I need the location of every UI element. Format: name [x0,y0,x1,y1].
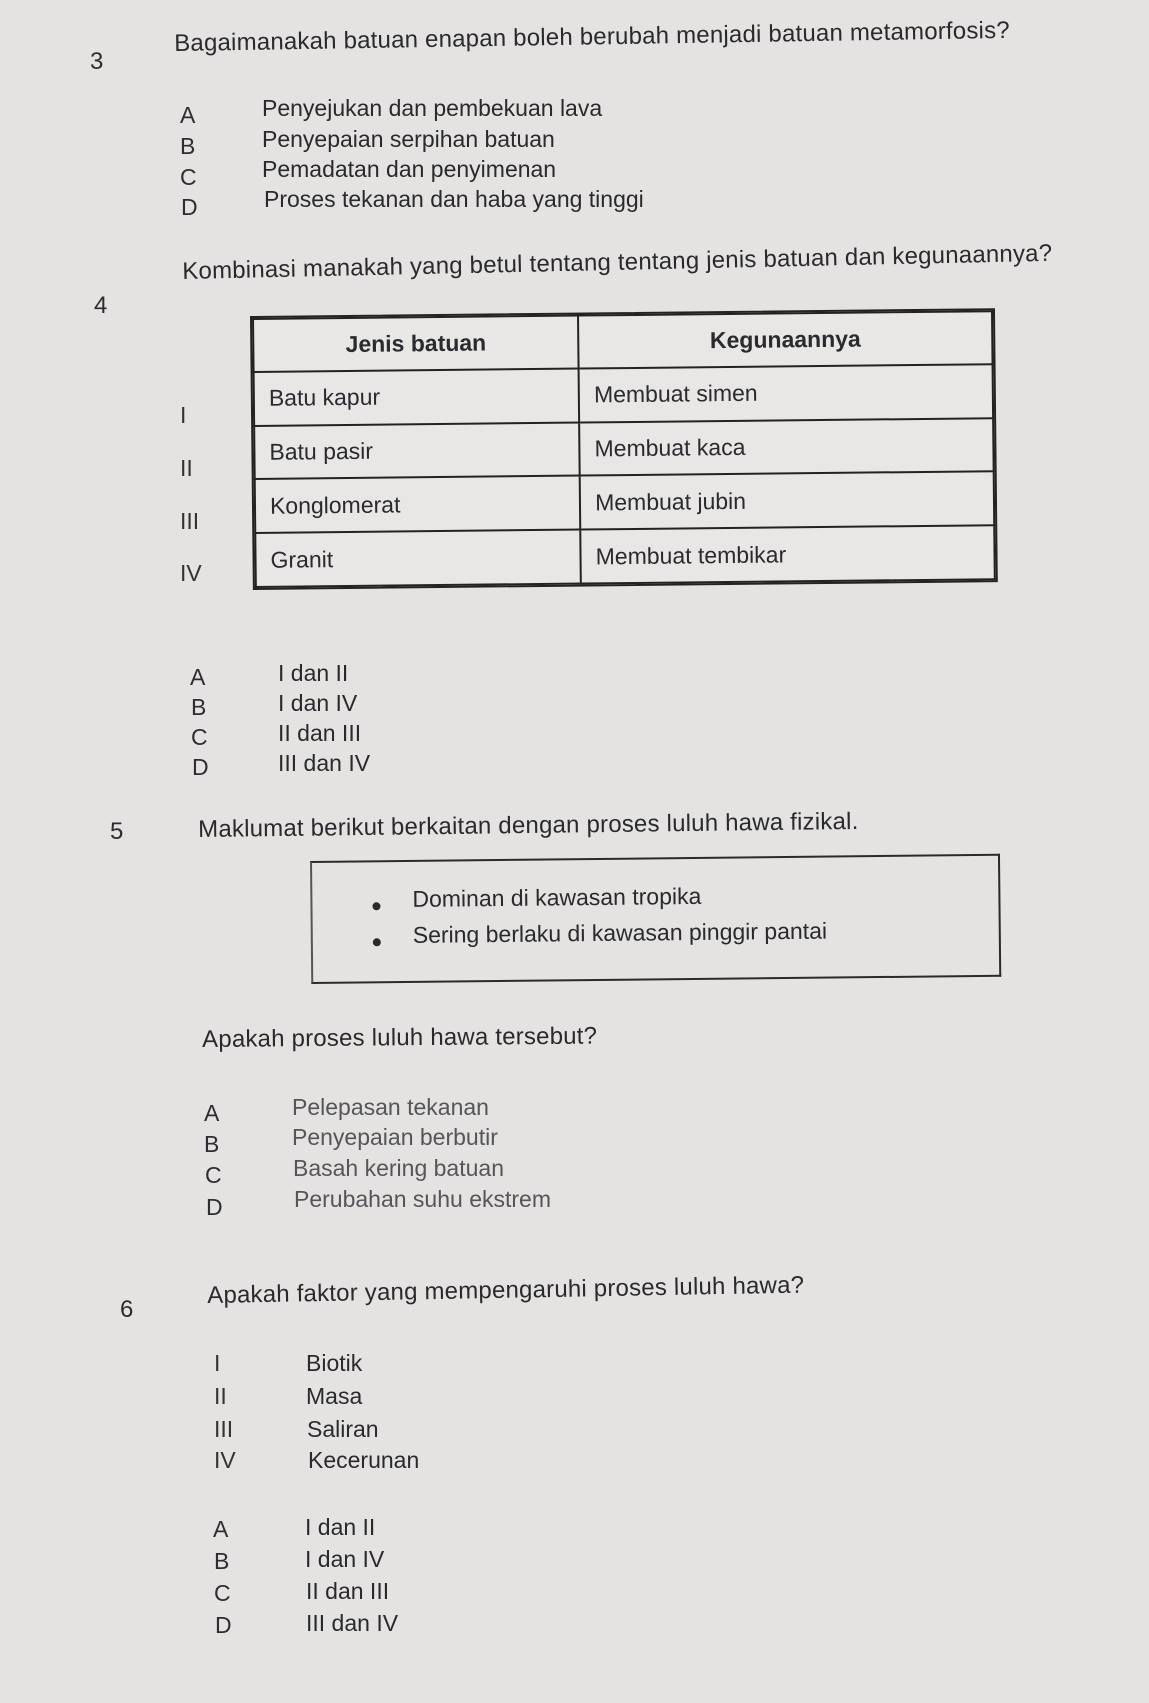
bullet-icon [372,902,380,910]
q6-option-b-text: I dan IV [305,1546,385,1572]
table-header-row [253,311,993,372]
q5-option-d-letter: D [206,1194,223,1220]
q3-option-a-letter: A [180,102,196,128]
q4-roman-ii: II [180,455,193,481]
q6-option-c-letter: C [214,1580,231,1606]
q6-option-b-letter: B [214,1548,230,1574]
q6-item-ii-text: Masa [306,1383,363,1409]
q3-option-c-text: Pemadatan dan penyimenan [262,156,557,182]
info-box [310,854,1001,984]
q6-option-a-letter: A [213,1516,229,1542]
q3-number: 3 [90,48,104,75]
q4-option-a-text: I dan II [278,660,349,686]
table-cell-use: Membuat jubin [580,472,994,530]
table-cell-rock: Konglomerat [255,476,581,533]
q4-roman-iii: III [180,508,200,534]
table-header-rock: Jenis batuan [253,316,579,372]
q3-option-b-letter: B [180,133,196,159]
table-row [255,472,995,534]
table-cell-rock: Batu pasir [254,422,580,479]
q6-option-a-text: I dan II [305,1514,376,1540]
q5-option-a-text: Pelepasan tekanan [292,1094,489,1120]
info-bullet-2: Sering berlaku di kawasan pinggir pantai [412,917,828,948]
info-bullet-1: Dominan di kawasan tropika [412,882,702,912]
rock-uses-table [250,308,998,590]
q4-option-b-text: I dan IV [278,690,358,716]
q3-option-b-text: Penyepaian serpihan batuan [262,126,555,152]
q5-question: Apakah proses luluh hawa tersebut? [202,1022,598,1053]
q3-option-c-letter: C [180,164,197,190]
q5-option-c-letter: C [205,1162,222,1188]
q5-option-b-letter: B [204,1131,220,1157]
q3-option-a-text: Penyejukan dan pembekuan lava [262,95,603,121]
q4-option-a-letter: A [190,664,206,690]
q6-number: 6 [120,1296,134,1323]
q5-text: Maklumat berikut berkaitan dengan proses luluh hawa fizikal. [198,807,859,843]
table-header-use: Kegunaannya [578,311,992,368]
bullet-icon [373,938,381,946]
q4-option-c-letter: C [191,724,208,750]
q6-item-i-text: Biotik [306,1350,363,1376]
q3-option-d-text: Proses tekanan dan haba yang tinggi [264,186,644,212]
q6-text: Apakah faktor yang mempengaruhi proses luluh hawa? [207,1271,805,1309]
q6-roman-iv: IV [214,1447,236,1473]
q4-number: 4 [94,292,108,319]
q5-option-d-text: Perubahan suhu ekstrem [294,1186,551,1212]
q3-text: Bagaimanakah batuan enapan boleh berubah menjadi batuan metamorfosis? [174,16,1011,57]
q5-option-c-text: Basah kering batuan [293,1155,504,1181]
q4-option-b-letter: B [191,694,207,720]
table-row [255,525,995,587]
q4-text: Kombinasi manakah yang betul tentang tentang jenis batuan dan kegunaannya? [182,239,1053,285]
q6-option-c-text: II dan III [306,1578,390,1604]
q5-number: 5 [110,818,124,845]
q6-option-d-letter: D [215,1612,232,1638]
q6-roman-i: I [214,1350,221,1376]
q6-roman-iii: III [214,1416,234,1442]
q5-option-b-text: Penyepaian berbutir [292,1124,498,1150]
q6-option-d-text: III dan IV [306,1610,399,1636]
table-cell-use: Membuat simen [579,364,993,422]
q4-option-c-text: II dan III [278,720,362,746]
q5-option-a-letter: A [204,1100,220,1126]
q6-roman-ii: II [214,1383,227,1409]
table-cell-rock: Granit [255,530,581,587]
q4-roman-iv: IV [180,560,202,586]
table-row [254,418,994,480]
q3-option-d-letter: D [181,194,198,220]
q4-option-d-text: III dan IV [278,750,371,776]
q6-item-iii-text: Saliran [307,1416,379,1442]
q6-item-iv-text: Kecerunan [308,1447,420,1473]
table-cell-use: Membuat kaca [579,418,993,476]
q4-roman-i: I [180,402,187,428]
table-row [254,364,994,426]
table-cell-rock: Batu kapur [254,368,580,425]
q4-option-d-letter: D [192,754,209,780]
table-cell-use: Membuat tembikar [580,525,994,583]
